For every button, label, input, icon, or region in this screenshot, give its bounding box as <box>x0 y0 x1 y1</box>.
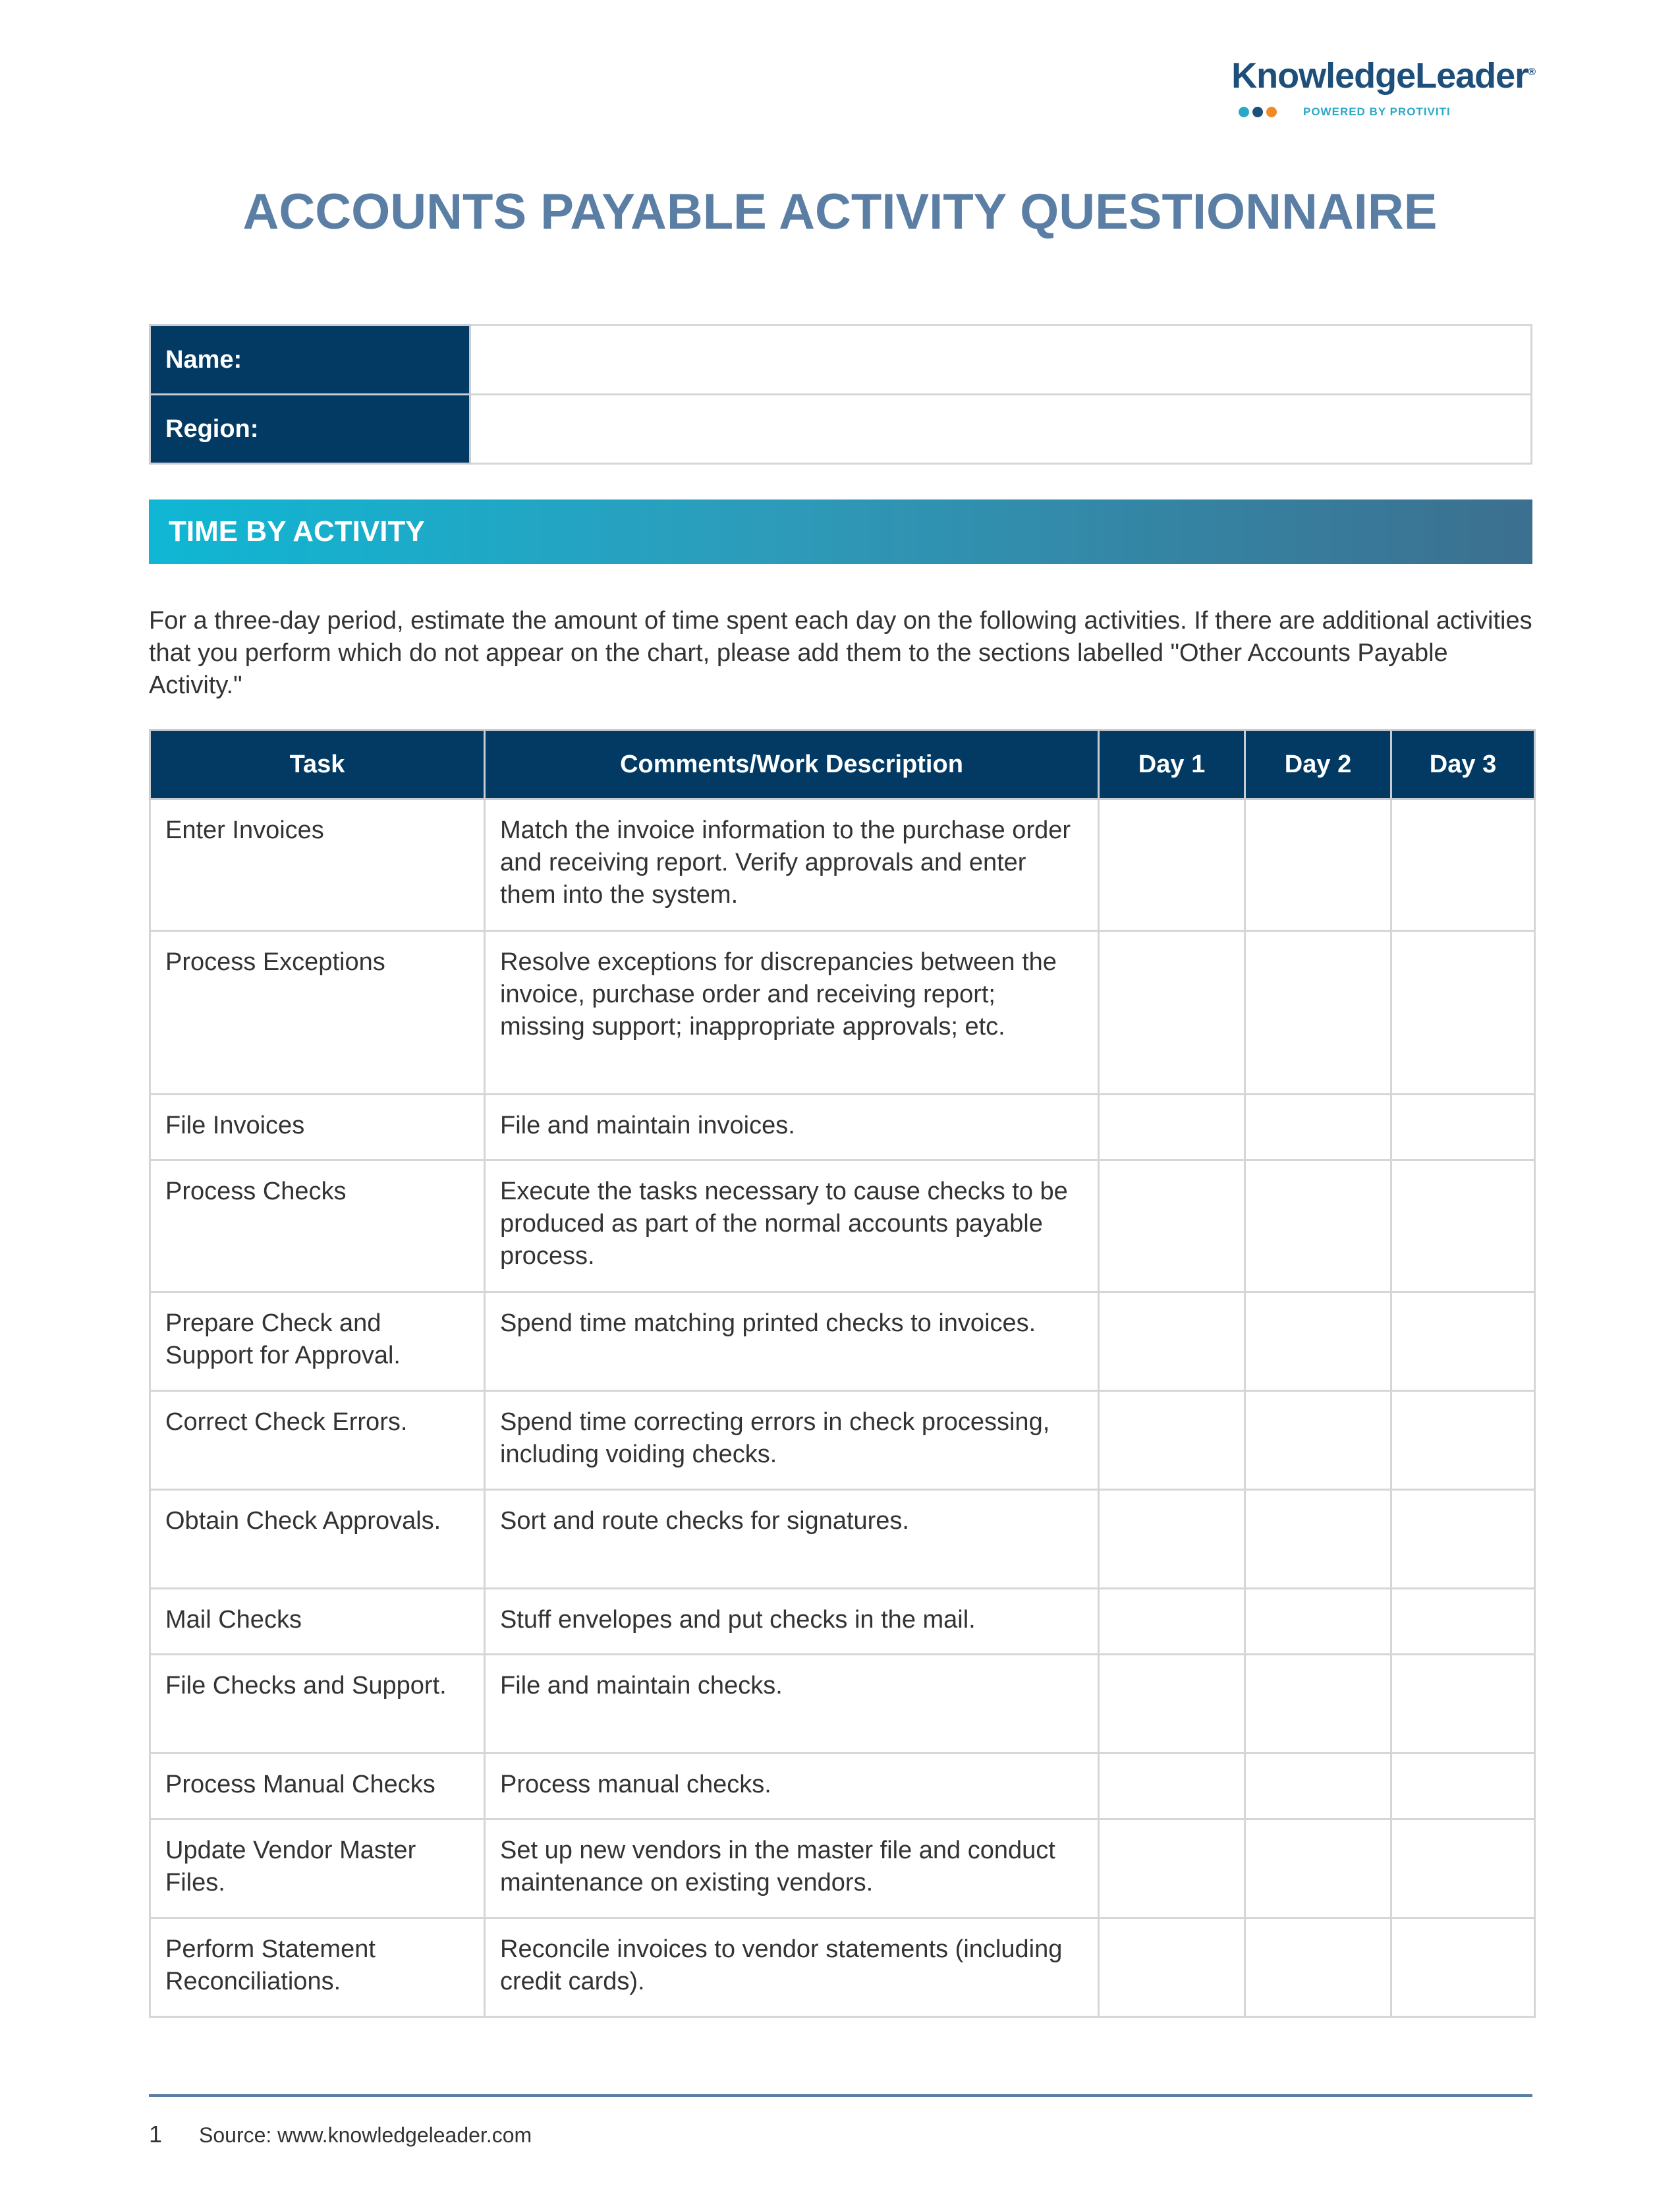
logo-dots-icon <box>1239 107 1277 117</box>
table-row <box>150 1589 1535 1655</box>
table-row <box>150 1918 1535 2017</box>
day-3-cell[interactable] <box>1391 1292 1535 1391</box>
description-cell: Process manual checks. <box>485 1754 1099 1819</box>
region-label: Region: <box>150 395 470 464</box>
task-cell: Mail Checks <box>150 1589 485 1655</box>
description-cell: Set up new vendors in the master file and conduct maintenance on existing vendors. <box>485 1819 1099 1918</box>
table-row <box>150 1292 1535 1391</box>
task-cell: Update Vendor Master Files. <box>150 1819 485 1918</box>
day-3-cell[interactable] <box>1391 1391 1535 1490</box>
task-cell: Process Manual Checks <box>150 1754 485 1819</box>
footer-source: Source: www.knowledgeleader.com <box>199 2123 532 2147</box>
description-cell: Resolve exceptions for discrepancies between the invoice, purchase order and receiving report; missing support; inappropriate approvals; etc. <box>485 931 1099 1095</box>
logo-subline <box>1192 105 1535 119</box>
day-1-cell[interactable] <box>1099 1292 1245 1391</box>
day-3-cell[interactable] <box>1391 1095 1535 1160</box>
header-task: Task <box>150 730 485 799</box>
day-1-cell[interactable] <box>1099 1918 1245 2017</box>
description-cell: Reconcile invoices to vendor statements (including credit cards). <box>485 1918 1099 2017</box>
region-row <box>150 395 1532 464</box>
task-cell: Process Checks <box>150 1160 485 1292</box>
header-day-1: Day 1 <box>1099 730 1245 799</box>
section-title: TIME BY ACTIVITY <box>169 515 425 548</box>
table-row <box>150 1655 1535 1754</box>
header-day-3: Day 3 <box>1391 730 1535 799</box>
day-1-cell[interactable] <box>1099 1160 1245 1292</box>
section-banner <box>149 499 1532 564</box>
logo-dot <box>1266 107 1277 117</box>
day-2-cell[interactable] <box>1245 1918 1391 2017</box>
day-3-cell[interactable] <box>1391 1160 1535 1292</box>
table-row <box>150 1160 1535 1292</box>
task-cell: Perform Statement Reconciliations. <box>150 1918 485 2017</box>
day-1-cell[interactable] <box>1099 1095 1245 1160</box>
page-footer <box>149 2121 532 2148</box>
header-comments: Comments/Work Description <box>485 730 1099 799</box>
logo-dot <box>1239 107 1249 117</box>
day-1-cell[interactable] <box>1099 799 1245 931</box>
day-2-cell[interactable] <box>1245 1292 1391 1391</box>
page-number: 1 <box>149 2121 163 2148</box>
logo-dot <box>1252 107 1263 117</box>
day-1-cell[interactable] <box>1099 931 1245 1095</box>
name-label: Name: <box>150 326 470 395</box>
task-cell: Prepare Check and Support for Approval. <box>150 1292 485 1391</box>
day-3-cell[interactable] <box>1391 1589 1535 1655</box>
day-3-cell[interactable] <box>1391 1490 1535 1589</box>
day-2-cell[interactable] <box>1245 1160 1391 1292</box>
description-cell: File and maintain invoices. <box>485 1095 1099 1160</box>
description-cell: Execute the tasks necessary to cause checks to be produced as part of the normal accounts payable process. <box>485 1160 1099 1292</box>
name-row <box>150 326 1532 395</box>
day-3-cell[interactable] <box>1391 1918 1535 2017</box>
day-2-cell[interactable] <box>1245 799 1391 931</box>
table-row <box>150 799 1535 931</box>
table-row <box>150 1754 1535 1819</box>
header-day-2: Day 2 <box>1245 730 1391 799</box>
day-2-cell[interactable] <box>1245 931 1391 1095</box>
day-3-cell[interactable] <box>1391 1655 1535 1754</box>
day-2-cell[interactable] <box>1245 1589 1391 1655</box>
description-cell: Stuff envelopes and put checks in the mail. <box>485 1589 1099 1655</box>
day-1-cell[interactable] <box>1099 1490 1245 1589</box>
day-1-cell[interactable] <box>1099 1589 1245 1655</box>
task-cell: File Checks and Support. <box>150 1655 485 1754</box>
day-3-cell[interactable] <box>1391 799 1535 931</box>
day-1-cell[interactable] <box>1099 1754 1245 1819</box>
task-cell: Enter Invoices <box>150 799 485 931</box>
day-2-cell[interactable] <box>1245 1490 1391 1589</box>
day-2-cell[interactable] <box>1245 1095 1391 1160</box>
task-cell: Process Exceptions <box>150 931 485 1095</box>
day-2-cell[interactable] <box>1245 1391 1391 1490</box>
activity-table <box>149 729 1536 2018</box>
description-cell: Match the invoice information to the purchase order and receiving report. Verify approvals and enter them into the system. <box>485 799 1099 931</box>
day-1-cell[interactable] <box>1099 1655 1245 1754</box>
knowledgeleader-logo[interactable] <box>1192 55 1535 119</box>
task-cell: File Invoices <box>150 1095 485 1160</box>
description-cell: Spend time correcting errors in check processing, including voiding checks. <box>485 1391 1099 1490</box>
day-2-cell[interactable] <box>1245 1754 1391 1819</box>
day-3-cell[interactable] <box>1391 1754 1535 1819</box>
region-field[interactable] <box>470 395 1532 464</box>
table-row <box>150 1819 1535 1918</box>
table-row <box>150 1391 1535 1490</box>
description-cell: Spend time matching printed checks to invoices. <box>485 1292 1099 1391</box>
name-field[interactable] <box>470 326 1532 395</box>
page-title: ACCOUNTS PAYABLE ACTIVITY QUESTIONNAIRE <box>242 184 1438 240</box>
day-3-cell[interactable] <box>1391 1819 1535 1918</box>
day-1-cell[interactable] <box>1099 1391 1245 1490</box>
logo-tagline: POWERED BY PROTIVITI <box>1303 105 1451 118</box>
respondent-info-table <box>149 324 1532 465</box>
instructions-paragraph: For a three-day period, estimate the amount of time spent each day on the following activities. If there are additional activities that you perform which do not appear on the chart, please add them to the sections labelled "Other Accounts Payable Activity." <box>149 607 1532 699</box>
day-3-cell[interactable] <box>1391 931 1535 1095</box>
description-cell: Sort and route checks for signatures. <box>485 1490 1099 1589</box>
task-cell: Obtain Check Approvals. <box>150 1490 485 1589</box>
day-1-cell[interactable] <box>1099 1819 1245 1918</box>
day-2-cell[interactable] <box>1245 1655 1391 1754</box>
task-cell: Correct Check Errors. <box>150 1391 485 1490</box>
day-2-cell[interactable] <box>1245 1819 1391 1918</box>
table-row <box>150 1095 1535 1160</box>
table-row <box>150 1490 1535 1589</box>
description-cell: File and maintain checks. <box>485 1655 1099 1754</box>
table-row <box>150 931 1535 1095</box>
footer-divider <box>149 2094 1532 2097</box>
table-header-row <box>150 730 1535 799</box>
logo-wordmark: KnowledgeLeader® <box>1231 56 1535 96</box>
